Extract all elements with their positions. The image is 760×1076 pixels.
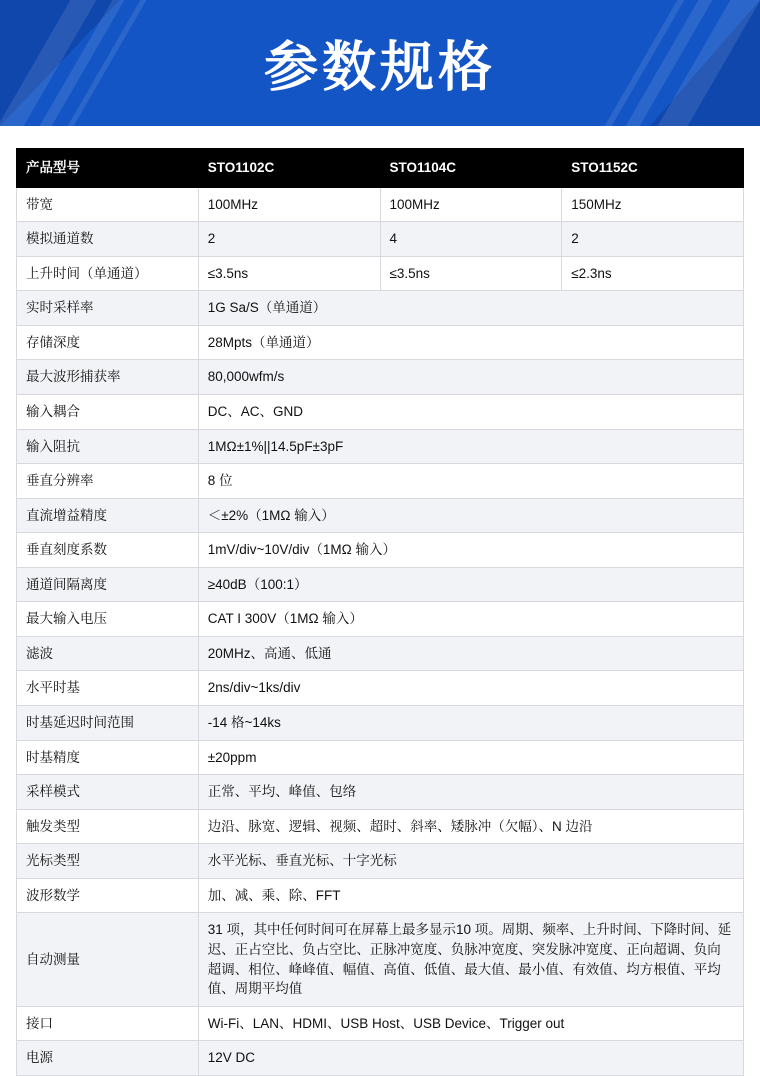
row-label: 时基精度 <box>17 740 199 775</box>
row-value: CAT I 300V（1MΩ 输入） <box>198 602 743 637</box>
row-value: 31 项，其中任何时间可在屏幕上最多显示10 项。周期、频率、上升时间、下降时间、延迟、正占空比、负占空比、正脉冲宽度、负脉冲宽度、突发脉冲宽度、正向超调、负向超调、相位、峰峰值、幅值、高值、低值、最大值、最小值、有效值、均方根值、平均值、周期平均值 <box>198 913 743 1006</box>
table-row <box>17 740 744 775</box>
table-row <box>17 878 744 913</box>
row-label: 输入阻抗 <box>17 429 199 464</box>
row-value: ≥40dB（100:1） <box>198 567 743 602</box>
table-row <box>17 636 744 671</box>
row-label: 时基延迟时间范围 <box>17 706 199 741</box>
row-label: 滤波 <box>17 636 199 671</box>
row-value: Wi-Fi、LAN、HDMI、USB Host、USB Device、Trigger out <box>198 1006 743 1041</box>
column-header-sto1104c: STO1104C <box>380 149 562 188</box>
page-title: 参数规格 <box>264 37 496 98</box>
table-row <box>17 291 744 326</box>
row-value: ≤3.5ns <box>380 256 562 291</box>
table-row <box>17 394 744 429</box>
row-value: ≤2.3ns <box>562 256 744 291</box>
row-label: 上升时间（单通道） <box>17 256 199 291</box>
row-value: 80,000wfm/s <box>198 360 743 395</box>
spec-table <box>16 148 744 1076</box>
row-value: 150MHz <box>562 187 744 222</box>
row-value: ＜±2%（1MΩ 输入） <box>198 498 743 533</box>
row-value: 加、减、乘、除、FFT <box>198 878 743 913</box>
row-label: 电源 <box>17 1041 199 1076</box>
table-row <box>17 775 744 810</box>
table-row <box>17 464 744 499</box>
table-row <box>17 913 744 1006</box>
table-row <box>17 567 744 602</box>
row-value: 8 位 <box>198 464 743 499</box>
table-row <box>17 498 744 533</box>
spec-table-head <box>17 149 744 188</box>
table-row <box>17 187 744 222</box>
row-label: 波形数学 <box>17 878 199 913</box>
row-value: 2 <box>198 222 380 257</box>
row-label: 带宽 <box>17 187 199 222</box>
table-row <box>17 602 744 637</box>
table-row <box>17 533 744 568</box>
row-label: 通道间隔离度 <box>17 567 199 602</box>
table-row <box>17 222 744 257</box>
column-header-model: 产品型号 <box>17 149 199 188</box>
table-row <box>17 1041 744 1076</box>
row-value: 正常、平均、峰值、包络 <box>198 775 743 810</box>
row-value: 100MHz <box>198 187 380 222</box>
row-value: ≤3.5ns <box>198 256 380 291</box>
row-label: 垂直分辨率 <box>17 464 199 499</box>
row-value: DC、AC、GND <box>198 394 743 429</box>
row-label: 垂直刻度系数 <box>17 533 199 568</box>
table-row <box>17 360 744 395</box>
table-row <box>17 256 744 291</box>
row-label: 自动测量 <box>17 913 199 1006</box>
table-header-row <box>17 149 744 188</box>
spec-table-body <box>17 187 744 1075</box>
row-label: 接口 <box>17 1006 199 1041</box>
row-value: 水平光标、垂直光标、十字光标 <box>198 844 743 879</box>
row-value: 12V DC <box>198 1041 743 1076</box>
row-value: -14 格~14ks <box>198 706 743 741</box>
row-value: 1G Sa/S（单通道） <box>198 291 743 326</box>
row-label: 输入耦合 <box>17 394 199 429</box>
row-value: ±20ppm <box>198 740 743 775</box>
column-header-sto1102c: STO1102C <box>198 149 380 188</box>
table-row <box>17 809 744 844</box>
table-row <box>17 1006 744 1041</box>
row-value: 100MHz <box>380 187 562 222</box>
row-label: 模拟通道数 <box>17 222 199 257</box>
row-value: 2 <box>562 222 744 257</box>
row-label: 光标类型 <box>17 844 199 879</box>
table-row <box>17 325 744 360</box>
row-value: 1mV/div~10V/div（1MΩ 输入） <box>198 533 743 568</box>
row-label: 最大输入电压 <box>17 602 199 637</box>
row-label: 最大波形捕获率 <box>17 360 199 395</box>
row-label: 实时采样率 <box>17 291 199 326</box>
table-row <box>17 706 744 741</box>
row-label: 水平时基 <box>17 671 199 706</box>
row-value: 1MΩ±1%||14.5pF±3pF <box>198 429 743 464</box>
table-row <box>17 844 744 879</box>
row-value: 20MHz、高通、低通 <box>198 636 743 671</box>
table-row <box>17 671 744 706</box>
row-label: 存储深度 <box>17 325 199 360</box>
row-label: 直流增益精度 <box>17 498 199 533</box>
column-header-sto1152c: STO1152C <box>562 149 744 188</box>
spec-table-wrapper <box>0 126 760 1076</box>
row-label: 采样模式 <box>17 775 199 810</box>
row-label: 触发类型 <box>17 809 199 844</box>
row-value: 4 <box>380 222 562 257</box>
row-value: 28Mpts（单通道） <box>198 325 743 360</box>
row-value: 2ns/div~1ks/div <box>198 671 743 706</box>
page-banner <box>0 0 760 126</box>
row-value: 边沿、脉宽、逻辑、视频、超时、斜率、矮脉冲（欠幅）、N 边沿 <box>198 809 743 844</box>
table-row <box>17 429 744 464</box>
